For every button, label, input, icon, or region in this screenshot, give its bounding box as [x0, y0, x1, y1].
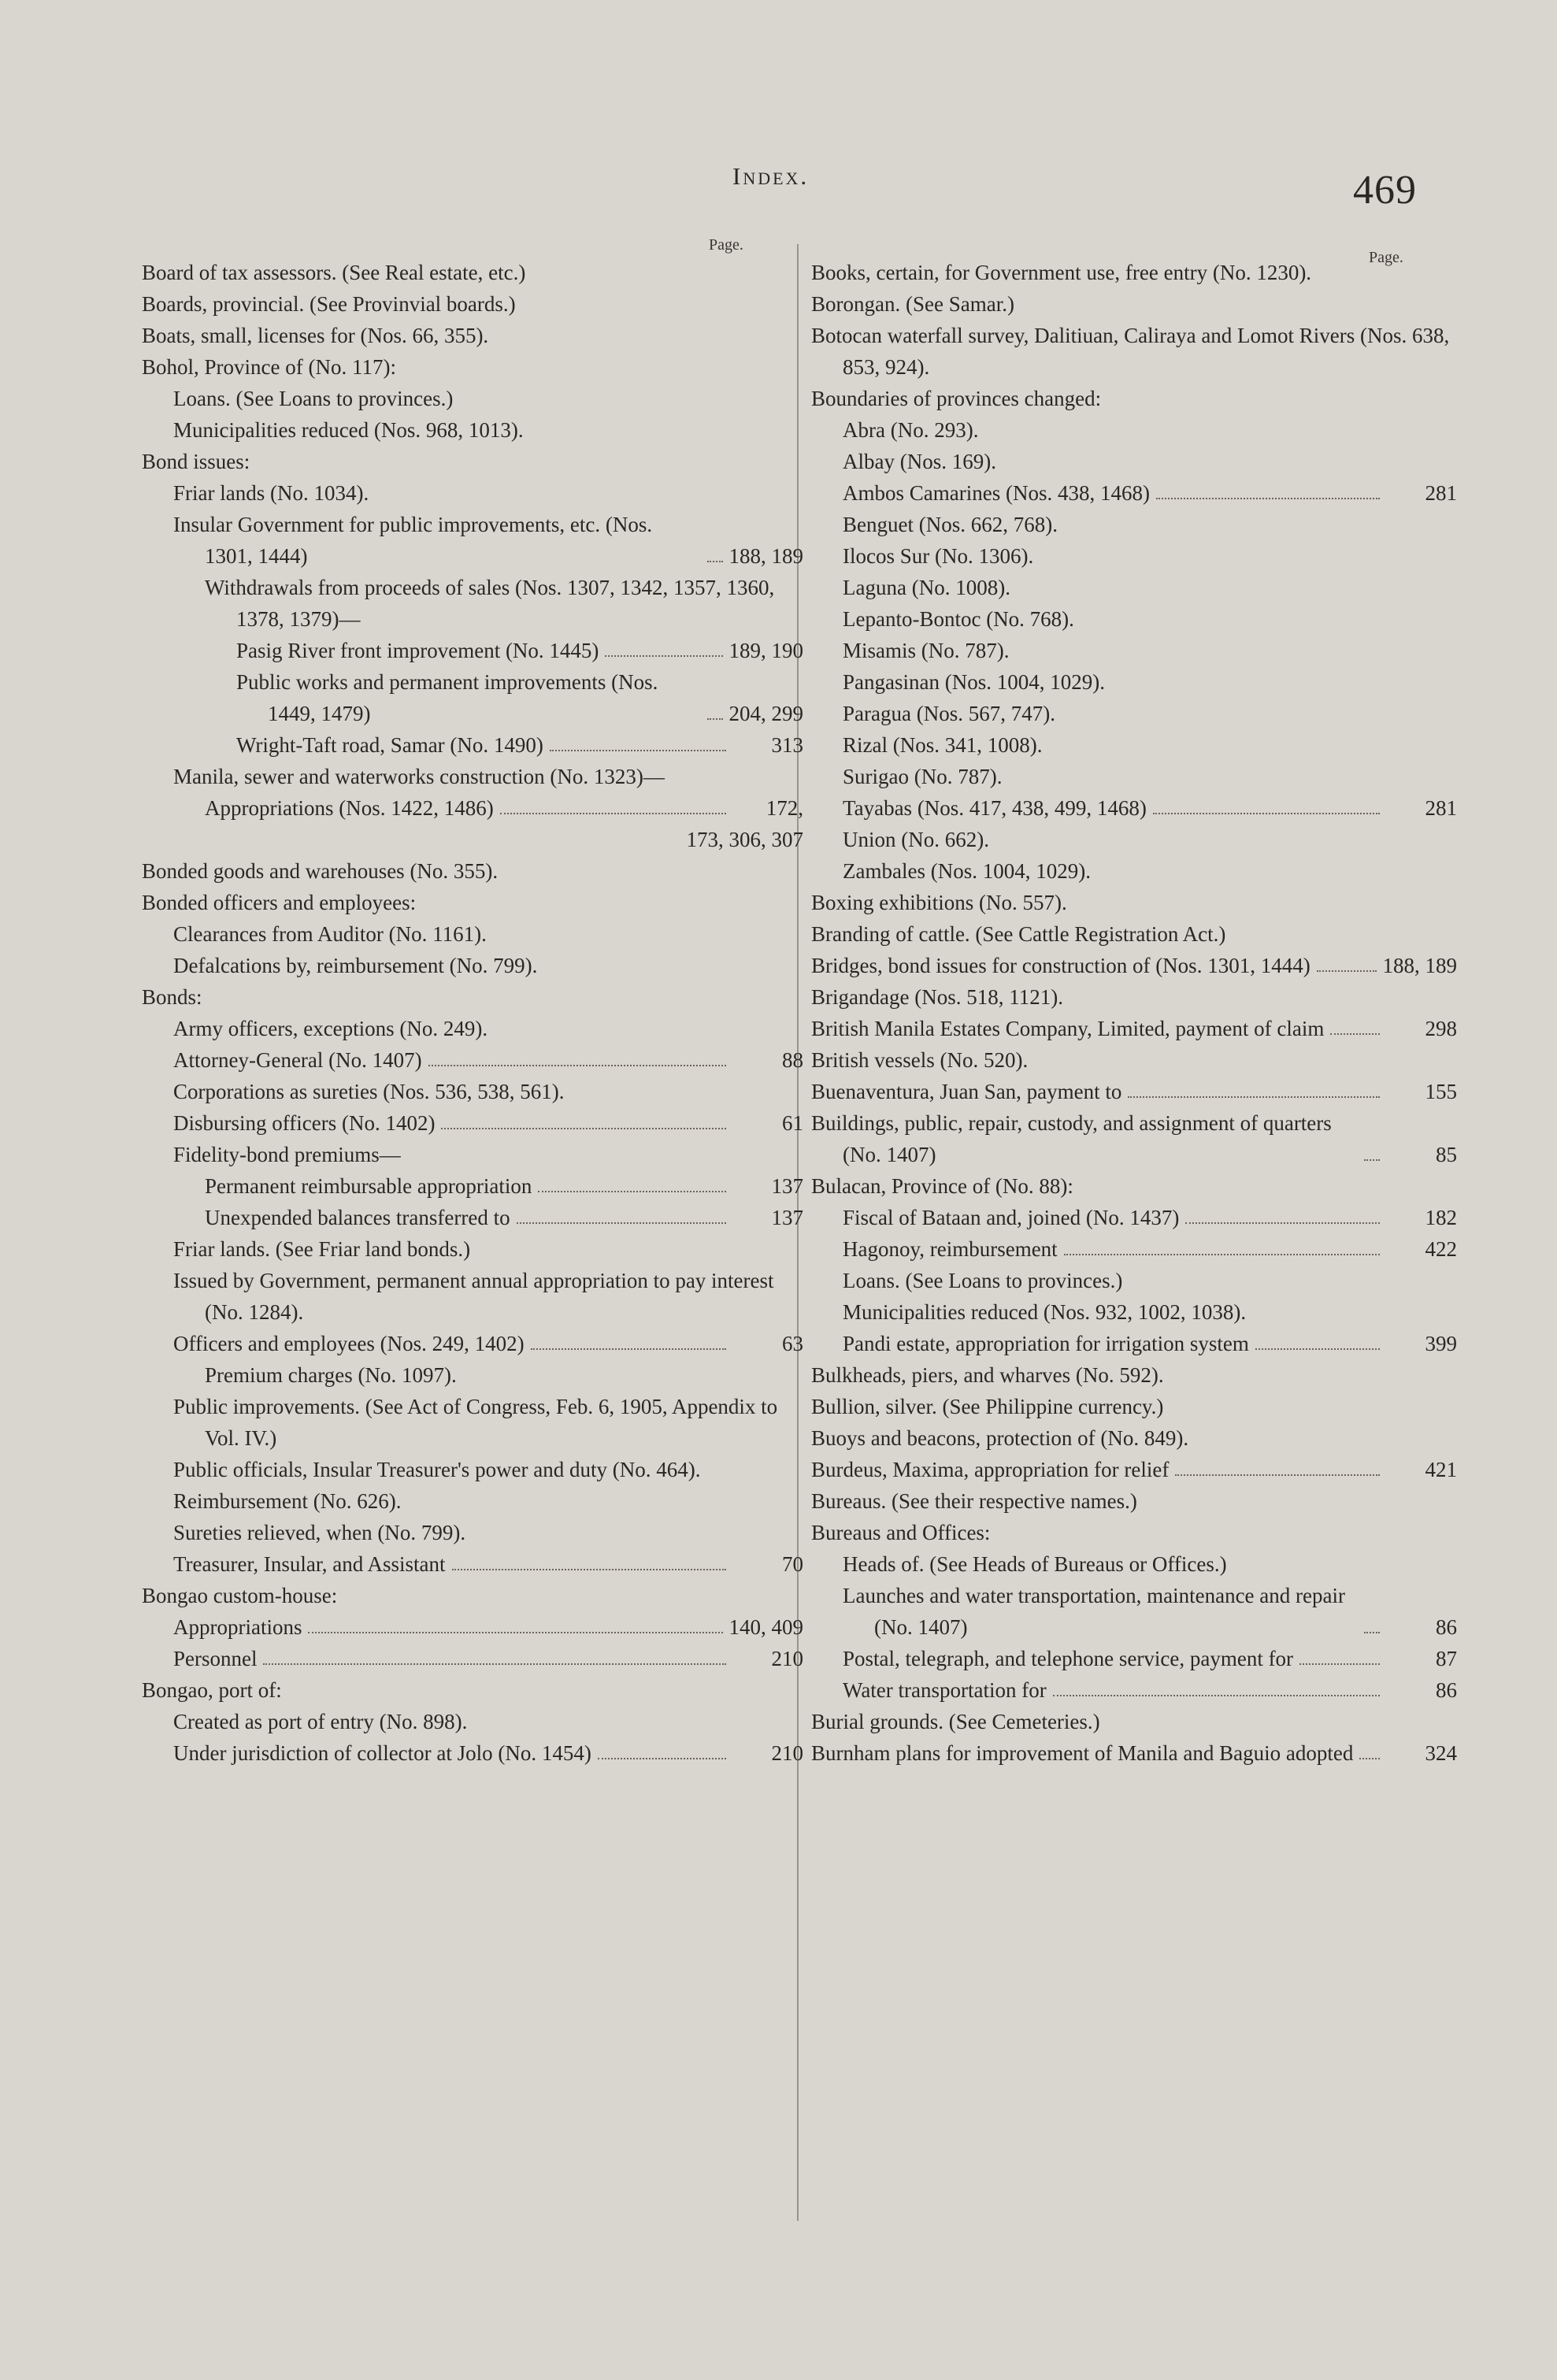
- running-header-title: Index.: [732, 162, 810, 190]
- right-index-entry: [811, 887, 1457, 918]
- right-index-entry: [811, 1548, 1457, 1580]
- entry-text: Bongao custom-house:: [142, 1584, 338, 1607]
- entry-text: Friar lands. (See Friar land bonds.): [173, 1237, 471, 1261]
- leader-dots: [517, 1222, 726, 1224]
- entry-page-ref: 210: [771, 1741, 803, 1765]
- entry-text: Officers and employees (Nos. 249, 1402): [173, 1332, 525, 1355]
- left-index-entry: [142, 1454, 803, 1485]
- right-index-entry: [811, 1107, 1457, 1170]
- right-index-entry: [811, 446, 1457, 477]
- leader-dots: [707, 718, 723, 720]
- entry-text: Pangasinan (Nos. 1004, 1029).: [843, 670, 1105, 694]
- entry-page-ref: 188, 189: [1382, 954, 1457, 977]
- entry-text: Issued by Government, permanent annual appropriation to pay interest (No. 1284).: [173, 1269, 774, 1324]
- right-index-entry: [811, 1674, 1457, 1706]
- entry-text: Premium charges (No. 1097).: [205, 1363, 457, 1387]
- entry-page-ref: 281: [1425, 481, 1457, 505]
- left-index-entry: [142, 446, 803, 477]
- entry-page-ref: 173, 306, 307: [686, 828, 803, 851]
- leader-dots: [1153, 813, 1380, 814]
- right-index-entry: [811, 288, 1457, 320]
- entry-page-ref: 298: [1425, 1017, 1457, 1040]
- left-index-entry: [142, 1013, 803, 1044]
- entry-text: Borongan. (See Samar.): [811, 292, 1014, 316]
- right-index-entry: [811, 1643, 1457, 1674]
- entry-text: Fiscal of Bataan and, joined (No. 1437): [843, 1206, 1180, 1229]
- right-index-entry: [811, 1454, 1457, 1485]
- entry-text: Burial grounds. (See Cemeteries.): [811, 1710, 1100, 1733]
- entry-text: Bulkheads, piers, and wharves (No. 592).: [811, 1363, 1164, 1387]
- left-index-column: [142, 257, 803, 1769]
- entry-text: Corporations as sureties (Nos. 536, 538, 561).: [173, 1080, 565, 1103]
- left-index-entry: [142, 1548, 803, 1580]
- entry-text: Brigandage (Nos. 518, 1121).: [811, 985, 1063, 1009]
- right-index-entry: [811, 1233, 1457, 1265]
- left-index-entry: [142, 1517, 803, 1548]
- leader-dots: [1317, 970, 1377, 972]
- right-index-entry: [811, 320, 1457, 383]
- entry-text: Bureaus. (See their respective names.): [811, 1489, 1137, 1513]
- entry-text: Defalcations by, reimbursement (No. 799).: [173, 954, 538, 977]
- page-number: 469: [1353, 168, 1417, 213]
- left-index-entry: [142, 1580, 803, 1611]
- entry-page-ref: 188, 189: [728, 544, 803, 568]
- entry-text: Bullion, silver. (See Philippine currency.): [811, 1395, 1164, 1418]
- entry-text: Permanent reimbursable appropriation: [205, 1174, 532, 1198]
- right-index-entry: [811, 477, 1457, 509]
- leader-dots: [1185, 1222, 1380, 1224]
- entry-text: Union (No. 662).: [843, 828, 989, 851]
- leader-dots: [500, 813, 726, 814]
- right-index-entry: [811, 918, 1457, 950]
- entry-page-ref: 182: [1425, 1206, 1457, 1229]
- left-page-column-label: Page.: [709, 236, 743, 254]
- left-index-entry: [142, 666, 803, 729]
- left-index-entry: [142, 855, 803, 887]
- leader-dots: [538, 1191, 726, 1192]
- right-index-entry: [811, 540, 1457, 572]
- entry-text: Clearances from Auditor (No. 1161).: [173, 922, 487, 946]
- left-index-entry: [142, 1737, 803, 1769]
- leader-dots: [1364, 1159, 1380, 1161]
- right-index-entry: [811, 729, 1457, 761]
- right-index-column: [811, 257, 1457, 1769]
- entry-text: Bridges, bond issues for construction of (Nos. 1301, 1444): [811, 954, 1310, 977]
- right-index-entry: [811, 1328, 1457, 1359]
- entry-page-ref: 137: [771, 1174, 803, 1198]
- left-index-entry: [142, 918, 803, 950]
- right-index-entry: [811, 1359, 1457, 1391]
- leader-dots: [605, 655, 722, 657]
- left-index-entry: [142, 729, 803, 761]
- entry-page-ref: 421: [1425, 1458, 1457, 1481]
- entry-page-ref: 281: [1425, 796, 1457, 820]
- entry-text: Lepanto-Bontoc (No. 768).: [843, 607, 1074, 631]
- entry-text: Bulacan, Province of (No. 88):: [811, 1174, 1073, 1198]
- left-index-entry: [142, 477, 803, 509]
- entry-text: Boxing exhibitions (No. 557).: [811, 891, 1067, 914]
- entry-page-ref: 86: [1436, 1678, 1457, 1702]
- entry-text: Abra (No. 293).: [843, 418, 979, 442]
- entry-text: Bonded goods and warehouses (No. 355).: [142, 859, 499, 883]
- entry-text: Under jurisdiction of collector at Jolo (No. 1454): [173, 1741, 591, 1765]
- right-index-entry: [811, 666, 1457, 698]
- entry-text: Water transportation for: [843, 1678, 1047, 1702]
- entry-page-ref: 172,: [766, 796, 803, 820]
- leader-dots: [441, 1128, 726, 1129]
- entry-text: Army officers, exceptions (No. 249).: [173, 1017, 488, 1040]
- entry-page-ref: 210: [771, 1647, 803, 1670]
- left-index-entry: [142, 1170, 803, 1202]
- leader-dots: [452, 1569, 726, 1570]
- entry-page-ref: 155: [1425, 1080, 1457, 1103]
- right-index-entry: [811, 1044, 1457, 1076]
- entry-text: Pandi estate, appropriation for irrigation system: [843, 1332, 1249, 1355]
- entry-text: Loans. (See Loans to provinces.): [843, 1269, 1123, 1292]
- entry-text: Public officials, Insular Treasurer's power and duty (No. 464).: [173, 1458, 701, 1481]
- entry-page-ref: 63: [782, 1332, 803, 1355]
- left-index-entry: [142, 572, 803, 635]
- right-index-entry: [811, 824, 1457, 855]
- left-index-entry: [142, 383, 803, 414]
- leader-dots: [598, 1758, 726, 1759]
- entry-page-ref: 87: [1436, 1647, 1457, 1670]
- right-index-entry: [811, 1706, 1457, 1737]
- entry-text: Boats, small, licenses for (Nos. 66, 355).: [142, 324, 489, 347]
- entry-page-ref: 61: [782, 1111, 803, 1135]
- entry-text: Public works and permanent improvements (Nos. 1449, 1479): [236, 670, 658, 725]
- entry-text: Bonds:: [142, 985, 202, 1009]
- entry-text: Postal, telegraph, and telephone service, payment for: [843, 1647, 1294, 1670]
- entry-text: British vessels (No. 520).: [811, 1048, 1029, 1072]
- left-index-entry: [142, 1044, 803, 1076]
- left-index-entry: [142, 1233, 803, 1265]
- entry-text: Ambos Camarines (Nos. 438, 1468): [843, 481, 1150, 505]
- entry-text: Personnel: [173, 1647, 258, 1670]
- entry-text: Wright-Taft road, Samar (No. 1490): [236, 733, 543, 757]
- entry-page-ref: 88: [782, 1048, 803, 1072]
- left-index-entry: [142, 1139, 803, 1170]
- entry-text: Burdeus, Maxima, appropriation for relief: [811, 1458, 1170, 1481]
- leader-dots: [263, 1663, 726, 1665]
- right-index-entry: [811, 257, 1457, 288]
- leader-dots: [1330, 1033, 1380, 1035]
- right-index-entry: [811, 1422, 1457, 1454]
- entry-text: Bohol, Province of (No. 117):: [142, 355, 396, 379]
- entry-text: Municipalities reduced (Nos. 932, 1002, 1038).: [843, 1300, 1247, 1324]
- entry-text: Surigao (No. 787).: [843, 765, 1003, 788]
- entry-text: Reimbursement (No. 626).: [173, 1489, 402, 1513]
- leader-dots: [531, 1348, 726, 1350]
- left-index-entry: [142, 351, 803, 383]
- right-index-entry: [811, 1013, 1457, 1044]
- entry-text: Attorney-General (No. 1407): [173, 1048, 422, 1072]
- leader-dots: [1156, 498, 1380, 499]
- leader-dots: [707, 561, 723, 562]
- right-index-entry: [811, 635, 1457, 666]
- left-index-entry: [142, 1107, 803, 1139]
- right-index-entry: [811, 1076, 1457, 1107]
- entry-text: Misamis (No. 787).: [843, 639, 1010, 662]
- leader-dots: [1175, 1474, 1380, 1476]
- entry-text: Rizal (Nos. 341, 1008).: [843, 733, 1043, 757]
- entry-text: Insular Government for public improvements, etc. (Nos. 1301, 1444): [173, 513, 653, 568]
- right-index-entry: [811, 792, 1457, 824]
- leader-dots: [1064, 1254, 1380, 1255]
- left-index-entry: [142, 981, 803, 1013]
- left-index-entry: [142, 1643, 803, 1674]
- entry-text: Fidelity-bond premiums—: [173, 1143, 401, 1166]
- left-index-entry: [142, 257, 803, 288]
- entry-text: Unexpended balances transferred to: [205, 1206, 510, 1229]
- entry-text: Appropriations: [173, 1615, 302, 1639]
- entry-text: Pasig River front improvement (No. 1445): [236, 639, 599, 662]
- leader-dots: [1359, 1758, 1380, 1759]
- entry-text: British Manila Estates Company, Limited, payment of claim: [811, 1017, 1325, 1040]
- entry-text: Books, certain, for Government use, free entry (No. 1230).: [811, 261, 1312, 284]
- entry-text: Friar lands (No. 1034).: [173, 481, 369, 505]
- right-page-column-label: Page.: [1369, 249, 1403, 266]
- entry-page-ref: 85: [1436, 1143, 1457, 1166]
- right-index-entry: [811, 1265, 1457, 1296]
- entry-text: Manila, sewer and waterworks construction (No. 1323)—: [173, 765, 665, 788]
- right-index-entry: [811, 761, 1457, 792]
- right-index-entry: [811, 1737, 1457, 1769]
- right-index-entry: [811, 383, 1457, 414]
- entry-page-ref: 70: [782, 1552, 803, 1576]
- entry-text: Boundaries of provinces changed:: [811, 387, 1102, 410]
- leader-dots: [1255, 1348, 1380, 1350]
- entry-page-ref: 86: [1436, 1615, 1457, 1639]
- right-index-entry: [811, 950, 1457, 981]
- entry-text: Bureaus and Offices:: [811, 1521, 991, 1544]
- entry-text: Hagonoy, reimbursement: [843, 1237, 1058, 1261]
- entry-page-ref: 399: [1425, 1332, 1457, 1355]
- entry-text: Burnham plans for improvement of Manila and Baguio adopted: [811, 1741, 1354, 1765]
- entry-text: Sureties relieved, when (No. 799).: [173, 1521, 466, 1544]
- left-index-entry: [142, 824, 803, 855]
- right-index-entry: [811, 981, 1457, 1013]
- entry-text: Municipalities reduced (Nos. 968, 1013).: [173, 418, 524, 442]
- left-index-entry: [142, 1391, 803, 1454]
- left-index-entry: [142, 1485, 803, 1517]
- right-index-entry: [811, 1170, 1457, 1202]
- entry-text: Paragua (Nos. 567, 747).: [843, 702, 1055, 725]
- leader-dots: [1364, 1632, 1380, 1633]
- leader-dots: [1299, 1663, 1380, 1665]
- left-index-entry: [142, 414, 803, 446]
- entry-page-ref: 189, 190: [728, 639, 803, 662]
- right-index-entry: [811, 1580, 1457, 1643]
- entry-text: Bond issues:: [142, 450, 250, 473]
- entry-page-ref: 140, 409: [728, 1615, 803, 1639]
- leader-dots: [308, 1632, 722, 1633]
- entry-text: Laguna (No. 1008).: [843, 576, 1010, 599]
- right-index-entry: [811, 855, 1457, 887]
- entry-text: Botocan waterfall survey, Dalitiuan, Caliraya and Lomot Rivers (Nos. 638, 853, 924).: [811, 324, 1450, 379]
- entry-text: Ilocos Sur (No. 1306).: [843, 544, 1034, 568]
- entry-text: Buenaventura, Juan San, payment to: [811, 1080, 1122, 1103]
- left-index-entry: [142, 1611, 803, 1643]
- leader-dots: [550, 750, 726, 751]
- right-index-entry: [811, 698, 1457, 729]
- right-index-entry: [811, 1485, 1457, 1517]
- left-index-entry: [142, 1202, 803, 1233]
- left-index-entry: [142, 887, 803, 918]
- entry-page-ref: 313: [771, 733, 803, 757]
- entry-text: Zambales (Nos. 1004, 1029).: [843, 859, 1091, 883]
- left-index-entry: [142, 1265, 803, 1328]
- entry-text: Buoys and beacons, protection of (No. 849).: [811, 1426, 1189, 1450]
- left-index-entry: [142, 1359, 803, 1391]
- left-index-entry: [142, 761, 803, 792]
- entry-text: Disbursing officers (No. 1402): [173, 1111, 436, 1135]
- entry-text: Loans. (See Loans to provinces.): [173, 387, 454, 410]
- left-index-entry: [142, 1076, 803, 1107]
- entry-page-ref: 137: [771, 1206, 803, 1229]
- entry-text: Withdrawals from proceeds of sales (Nos. 1307, 1342, 1357, 1360, 1378, 1379)—: [205, 576, 775, 631]
- entry-text: Bongao, port of:: [142, 1678, 282, 1702]
- right-index-entry: [811, 1202, 1457, 1233]
- entry-text: Albay (Nos. 169).: [843, 450, 996, 473]
- right-index-entry: [811, 414, 1457, 446]
- leader-dots: [1053, 1695, 1380, 1696]
- right-index-entry: [811, 1296, 1457, 1328]
- entry-text: Bonded officers and employees:: [142, 891, 417, 914]
- entry-page-ref: 324: [1425, 1741, 1457, 1765]
- entry-text: Public improvements. (See Act of Congress, Feb. 6, 1905, Appendix to Vol. IV.): [173, 1395, 778, 1450]
- left-index-entry: [142, 1706, 803, 1737]
- entry-text: Appropriations (Nos. 1422, 1486): [205, 796, 494, 820]
- right-index-entry: [811, 1391, 1457, 1422]
- entry-text: Tayabas (Nos. 417, 438, 499, 1468): [843, 796, 1147, 820]
- entry-text: Benguet (Nos. 662, 768).: [843, 513, 1058, 536]
- entry-text: Branding of cattle. (See Cattle Registration Act.): [811, 922, 1226, 946]
- leader-dots: [1128, 1096, 1380, 1098]
- leader-dots: [428, 1065, 726, 1066]
- entry-text: Launches and water transportation, maintenance and repair (No. 1407): [843, 1584, 1345, 1639]
- entry-text: Treasurer, Insular, and Assistant: [173, 1552, 446, 1576]
- entry-text: Board of tax assessors. (See Real estate, etc.): [142, 261, 526, 284]
- entry-page-ref: 422: [1425, 1237, 1457, 1261]
- right-index-entry: [811, 1517, 1457, 1548]
- right-index-entry: [811, 572, 1457, 603]
- entry-text: Boards, provincial. (See Provinvial boards.): [142, 292, 516, 316]
- entry-text: Buildings, public, repair, custody, and assignment of quarters (No. 1407): [811, 1111, 1332, 1166]
- left-index-entry: [142, 1674, 803, 1706]
- left-index-entry: [142, 1328, 803, 1359]
- right-index-entry: [811, 509, 1457, 540]
- left-index-entry: [142, 635, 803, 666]
- left-index-entry: [142, 950, 803, 981]
- left-index-entry: [142, 320, 803, 351]
- entry-page-ref: 204, 299: [728, 702, 803, 725]
- entry-text: Created as port of entry (No. 898).: [173, 1710, 468, 1733]
- entry-text: Heads of. (See Heads of Bureaus or Offices.): [843, 1552, 1227, 1576]
- right-index-entry: [811, 603, 1457, 635]
- left-index-entry: [142, 509, 803, 572]
- left-index-entry: [142, 792, 803, 824]
- left-index-entry: [142, 288, 803, 320]
